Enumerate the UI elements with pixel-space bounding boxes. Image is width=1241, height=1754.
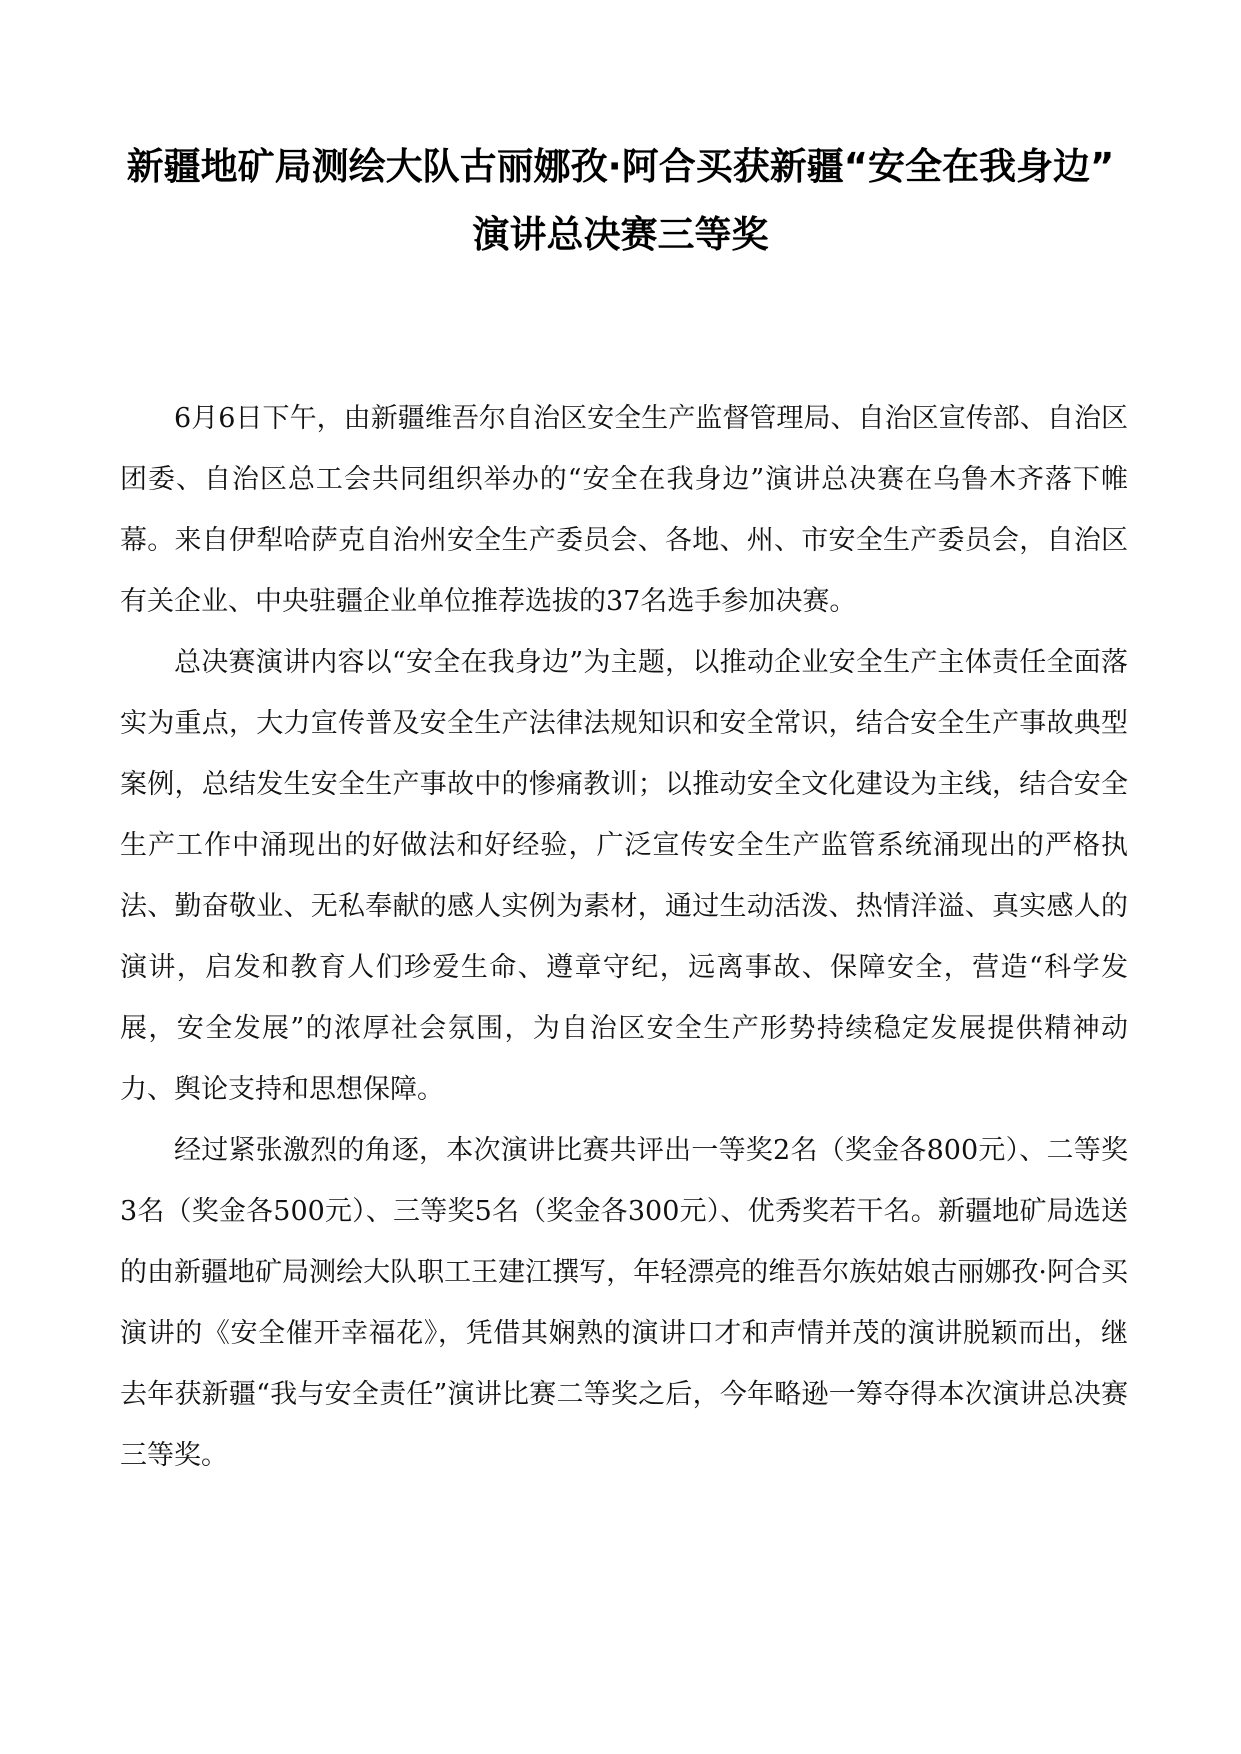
- title-line-2: 演讲总决赛三等奖: [472, 213, 769, 256]
- title-line-1: 新疆地矿局测绘大队古丽娜孜·阿合买获新疆“安全在我身边”: [126, 145, 1115, 188]
- document-body: [120, 388, 1128, 1486]
- document-title: [100, 145, 1141, 256]
- paragraph-1: 6月6日下午，由新疆维吾尔自治区安全生产监督管理局、自治区宣传部、自治区团委、自治区总工会共同组织举办的“安全在我身边”演讲总决赛在乌鲁木齐落下帷幕。来自伊犁哈萨克自治州安全生产委员会、各地、州、市安全生产委员会，自治区有关企业、中央驻疆企业单位推荐选拔的37名选手参加决赛。: [120, 403, 1128, 617]
- paragraph-2: 总决赛演讲内容以“安全在我身边”为主题，以推动企业安全生产主体责任全面落实为重点，大力宣传普及安全生产法律法规知识和安全常识，结合安全生产事故典型案例，总结发生安全生产事故中的惨痛教训；以推动安全文化建设为主线，结合安全生产工作中涌现出的好做法和好经验，广泛宣传安全生产监管系统涌现出的严格执法、勤奋敬业、无私奉献的感人实例为素材，通过生动活泼、热情洋溢、真实感人的演讲，启发和教育人们珍爱生命、遵章守纪，远离事故、保障安全，营造“科学发展，安全发展”的浓厚社会氛围，为自治区安全生产形势持续稳定发展提供精神动力、舆论支持和思想保障。: [120, 647, 1128, 1105]
- paragraph-3: 经过紧张激烈的角逐，本次演讲比赛共评出一等奖2名（奖金各800元）、二等奖3名（奖金各500元）、三等奖5名（奖金各300元）、优秀奖若干名。新疆地矿局选送的由新疆地矿局测绘大队职工王建江撰写，年轻漂亮的维吾尔族姑娘古丽娜孜·阿合买演讲的《安全催开幸福花》，凭借其娴熟的演讲口才和声情并茂的演讲脱颖而出，继去年获新疆“我与安全责任”演讲比赛二等奖之后，今年略逊一筹夺得本次演讲总决赛三等奖。: [120, 1135, 1128, 1471]
